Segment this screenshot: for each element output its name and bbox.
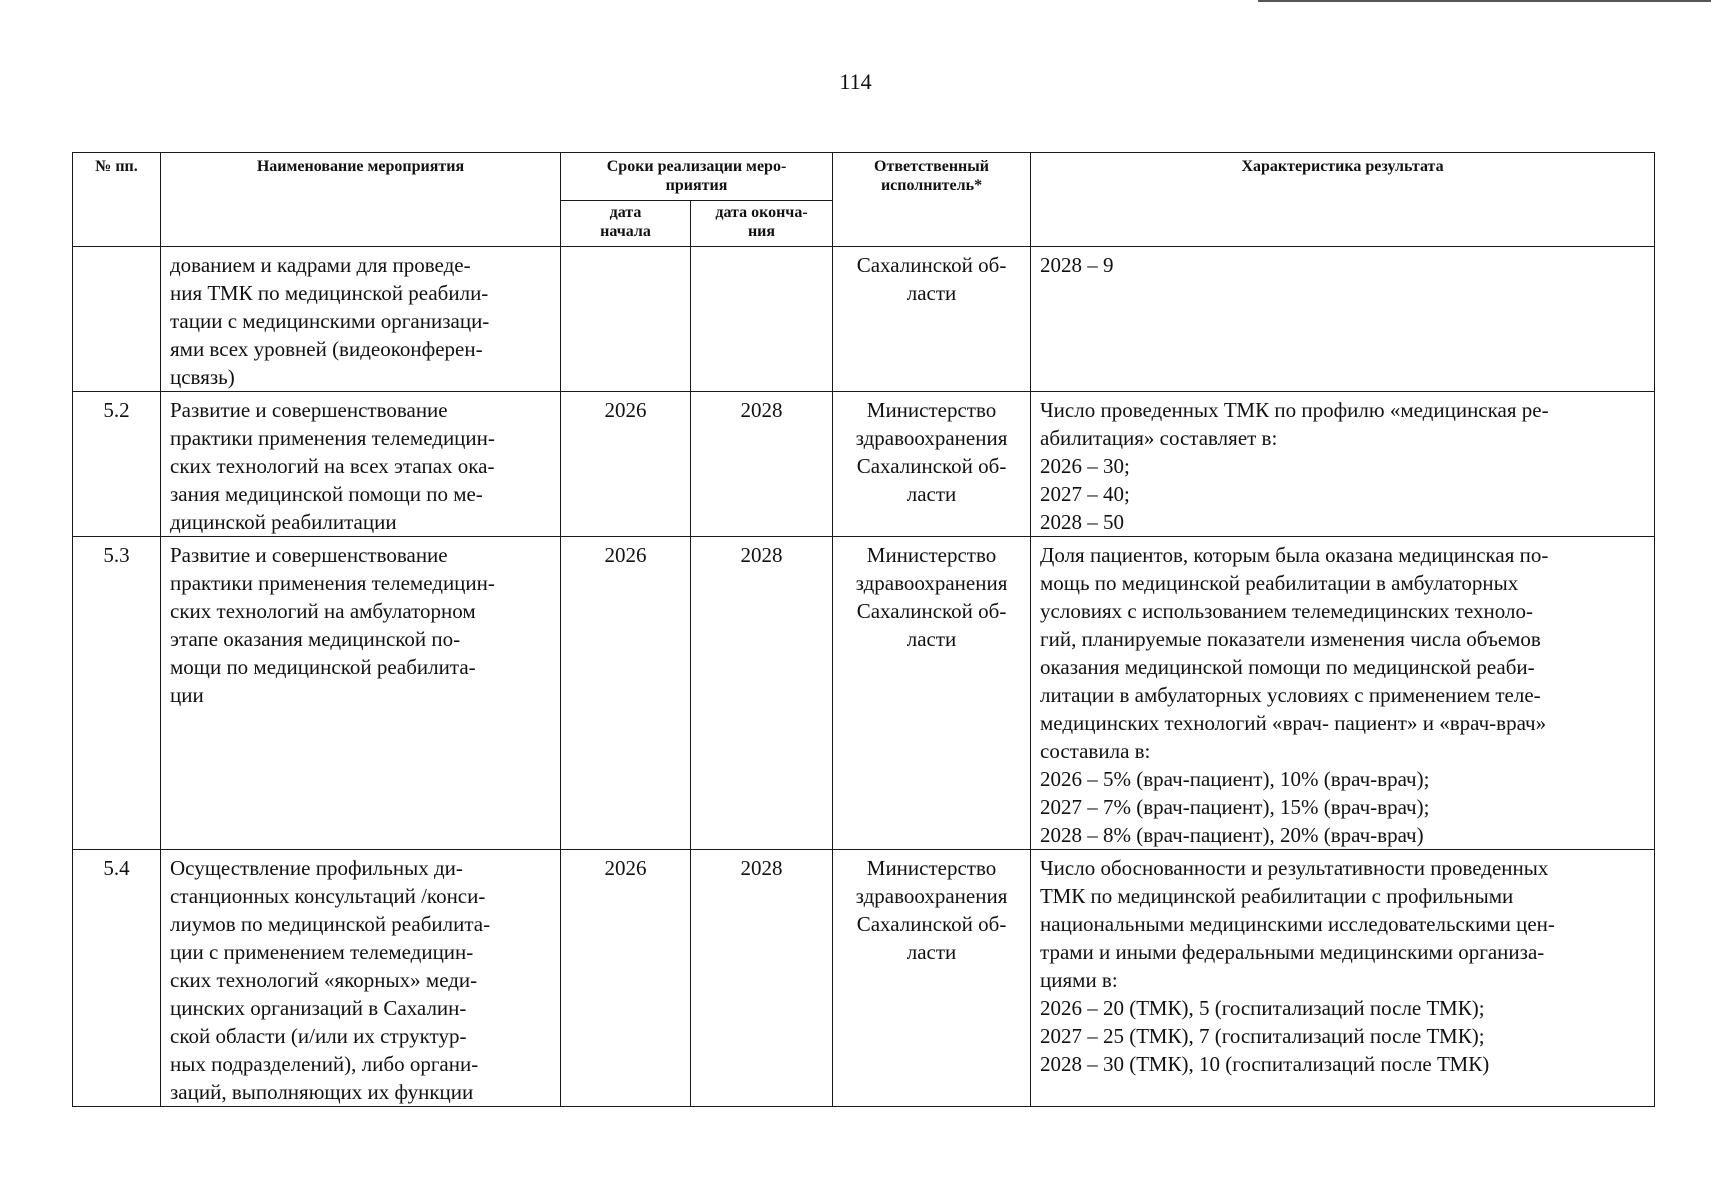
row-start-date: 2026 (561, 537, 691, 850)
page-number: 114 (839, 69, 872, 94)
activities-table (72, 152, 1655, 1107)
row-end-date: 2028 (691, 392, 833, 537)
table-row (73, 392, 1655, 537)
row-start-date: 2026 (561, 850, 691, 1107)
row-start-date: 2026 (561, 392, 691, 537)
header-period: Сроки реализации меро- приятия (561, 153, 833, 201)
row-num: 5.2 (73, 392, 161, 537)
header-name: Наименование мероприятия (161, 153, 561, 247)
row-result: Число проведенных ТМК по профилю «медицинская ре- абилитация» составляет в: 2026 – 30; 2027 – 40; 2028 – 50 (1031, 392, 1655, 537)
row-responsible: Министерство здравоохранения Сахалинской об- ласти (833, 537, 1031, 850)
row-num: 5.4 (73, 850, 161, 1107)
row-result: Число обоснованности и результативности проведенных ТМК по медицинской реабилитации с профильными национальными медицинскими исследовательскими цен- трами и иными федеральными медицинскими организа- циями в: 2026 – 20 (ТМК), 5 (госпитализаций после ТМК); 2027 – 25 (ТМК), 7 (госпитализаций после ТМК); 2028 – 30 (ТМК), 10 (госпитализаций после ТМК) (1031, 850, 1655, 1107)
top-edge-rule (1258, 0, 1711, 2)
row-end-date: 2028 (691, 850, 833, 1107)
row-num (73, 247, 161, 392)
table-row (73, 537, 1655, 850)
row-result: Доля пациентов, которым была оказана медицинская по- мощь по медицинской реабилитации в амбулаторных условиях с использованием телемедицинских техноло- гий, планируемые показатели изменения числа объемов оказания медицинской помощи по медицинской реаби- литации в амбулаторных условиях с применением теле- медицинских технологий «врач- пациент» и «врач-врач» составила в: 2026 – 5% (врач-пациент), 10% (врач-врач); 2027 – 7% (врач-пациент), 15% (врач-врач); 2028 – 8% (врач-пациент), 20% (врач-врач) (1031, 537, 1655, 850)
header-responsible: Ответственный исполнитель* (833, 153, 1031, 247)
table-row (73, 850, 1655, 1107)
row-activity-name: дованием и кадрами для проведе- ния ТМК по медицинской реабили- тации с медицинскими организаци- ями всех уровней (видеоконферен- цсвязь) (161, 247, 561, 392)
row-end-date (691, 247, 833, 392)
row-responsible: Сахалинской об- ласти (833, 247, 1031, 392)
row-result: 2028 – 9 (1031, 247, 1655, 392)
table-header-row (73, 153, 1655, 201)
row-responsible: Министерство здравоохранения Сахалинской об- ласти (833, 392, 1031, 537)
row-activity-name: Развитие и совершенствование практики применения телемедицин- ских технологий на амбулаторном этапе оказания медицинской по- мощи по медицинской реабилита- ции (161, 537, 561, 850)
row-activity-name: Осуществление профильных ди- станционных консультаций /конси- лиумов по медицинской реабилита- ции с применением телемедицин- ских технологий «якорных» меди- цинских организаций в Сахалин- ской области (и/или их структур- ных подразделений), либо органи- заций, выполняющих их функции (161, 850, 561, 1107)
row-num: 5.3 (73, 537, 161, 850)
row-responsible: Министерство здравоохранения Сахалинской об- ласти (833, 850, 1031, 1107)
header-end-date: дата оконча- ния (691, 201, 833, 247)
header-num: № пп. (73, 153, 161, 247)
row-start-date (561, 247, 691, 392)
header-result: Характеристика результата (1031, 153, 1655, 247)
table-row (73, 247, 1655, 392)
row-end-date: 2028 (691, 537, 833, 850)
header-start-date: дата начала (561, 201, 691, 247)
row-activity-name: Развитие и совершенствование практики применения телемедицин- ских технологий на всех этапах ока- зания медицинской помощи по ме- дицинской реабилитации (161, 392, 561, 537)
